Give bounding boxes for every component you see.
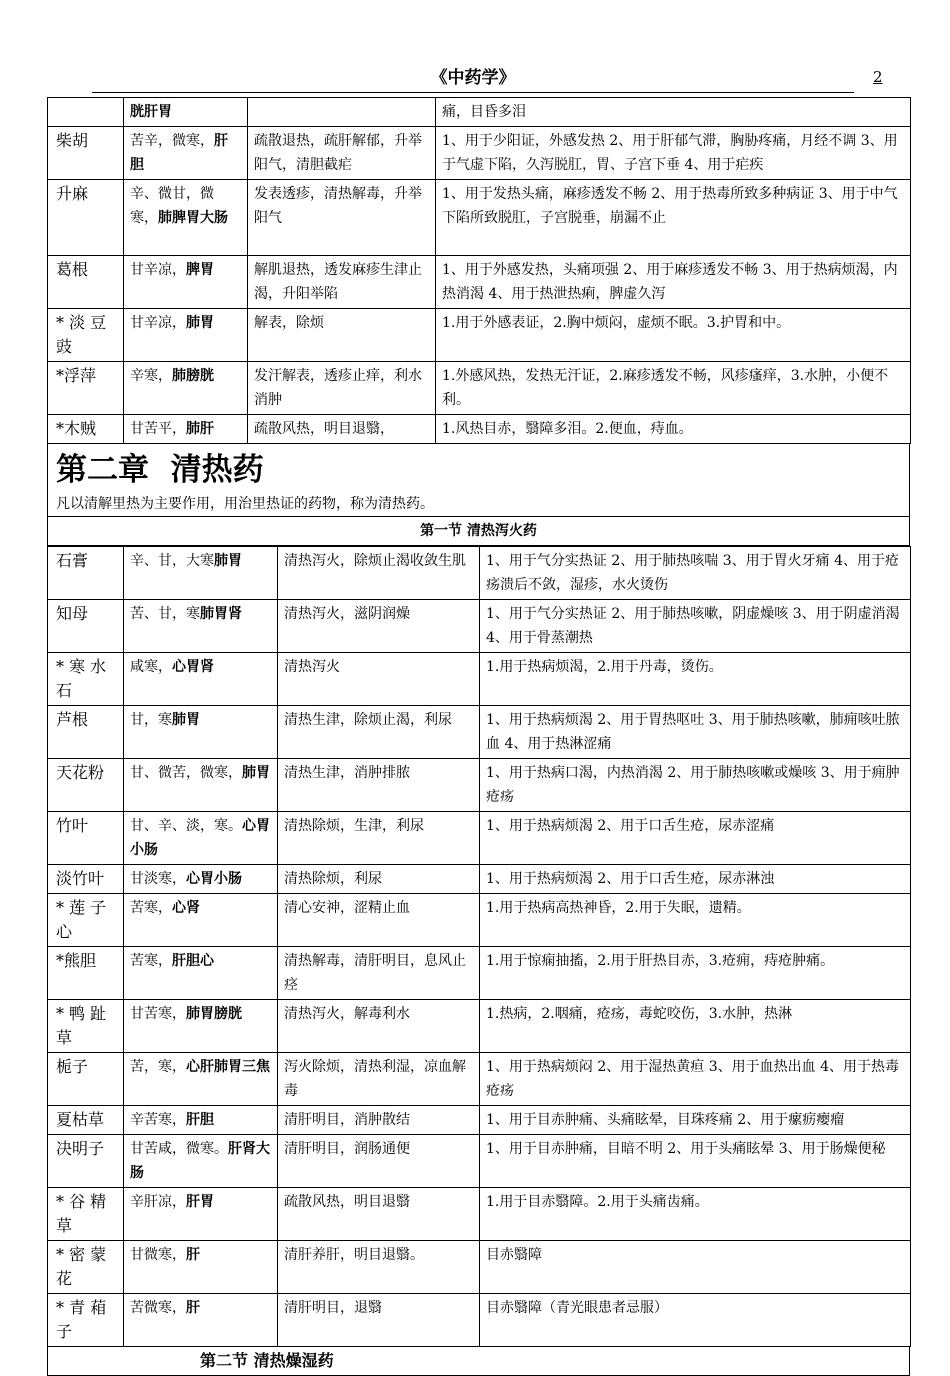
herb-effect: 清心安神，涩精止血	[278, 894, 480, 947]
herb-usage: 1、用于热病烦渴 2、用于胃热呕吐 3、用于肺热咳嗽，肺痈咳吐脓血 4、用于热淋涩痛	[480, 706, 911, 759]
herb-taste: 甘淡寒，	[130, 871, 186, 887]
herb-meridian: 肺胃膀胱	[186, 1006, 242, 1022]
herb-taste: 甘苦寒，	[130, 1006, 186, 1022]
herb-name	[48, 98, 124, 127]
herb-property	[124, 309, 248, 362]
herb-name: * 淡 豆 豉	[48, 309, 124, 362]
table-row	[48, 1053, 911, 1106]
herb-usage: 1、用于气分实热证 2、用于肺热咳嗽，阴虚燥咳 3、用于阴虚消渴 4、用于骨蒸潮热	[480, 600, 911, 653]
table-row	[48, 600, 911, 653]
herb-taste: 咸寒，	[130, 659, 172, 675]
herb-table-continued	[47, 97, 911, 444]
herb-effect: 清热泻火，滋阴润燥	[278, 600, 480, 653]
herb-meridian: 肝	[186, 1247, 200, 1263]
herb-usage: 目赤翳障（青光眼患者忌服）	[480, 1294, 911, 1347]
herb-usage: 1.热病，2.咽痛，疮疡，毒蛇咬伤，3.水肿，热淋	[480, 1000, 911, 1053]
herb-name: * 密 蒙 花	[48, 1241, 124, 1294]
herb-name: *浮萍	[48, 362, 124, 415]
herb-meridian: 肺胃	[242, 765, 270, 781]
table-row	[48, 812, 911, 865]
herb-usage: 1.外感风热，发热无汗证，2.麻疹透发不畅，风疹瘙痒，3.水肿，小便不利。	[436, 362, 911, 415]
herb-usage: 1、用于目赤肿痛、头痛眩晕，目珠疼痛 2、用于瘰疬瘿瘤	[480, 1106, 911, 1135]
herb-table-heat-clearing	[47, 546, 911, 1347]
herb-usage: 1、用于外感发热，头痛项强 2、用于麻疹透发不畅 3、用于热病烦渴，内热消渴 4、用于热泄热痢，脾虚久泻	[436, 256, 911, 309]
table-row	[48, 1106, 911, 1135]
herb-usage: 1.用于热病高热神昏，2.用于失眠，遗精。	[480, 894, 911, 947]
herb-name: *木贼	[48, 415, 124, 444]
herb-property	[124, 1188, 278, 1241]
page-number: 2	[873, 68, 883, 86]
herb-usage: 1、用于热病口渴，内热消渴 2、用于肺热咳嗽或燥咳 3、用于痈肿疮疡	[480, 759, 911, 812]
herb-usage: 1、用于目赤肿痛，目暗不明 2、用于头痛眩晕 3、用于肠燥便秘	[480, 1135, 911, 1188]
document-title: 《中药学》	[430, 68, 516, 88]
table-row	[48, 865, 911, 894]
herb-effect: 发表透疹，清热解毒，升举阳气	[248, 180, 436, 256]
herb-taste: 辛寒，	[130, 368, 172, 384]
herb-usage: 1、用于气分实热证 2、用于肺热咳喘 3、用于胃火牙痛 4、用于疮疡溃后不敛，湿疹，水火烫伤	[480, 547, 911, 600]
herb-property	[124, 600, 278, 653]
herb-property	[124, 1241, 278, 1294]
herb-meridian: 心肾	[172, 900, 200, 916]
herb-effect: 清热泻火	[278, 653, 480, 706]
herb-name: 栀子	[48, 1053, 124, 1106]
herb-meridian: 心肝肺胃三焦	[186, 1059, 270, 1075]
herb-name: 葛根	[48, 256, 124, 309]
herb-effect: 清肝明目，润肠通便	[278, 1135, 480, 1188]
herb-effect: 清肝明目，消肿散结	[278, 1106, 480, 1135]
table-row	[48, 1135, 911, 1188]
herb-name: 夏枯草	[48, 1106, 124, 1135]
herb-property	[124, 1135, 278, 1188]
herb-meridian: 胱肝胃	[130, 104, 172, 120]
herb-effect: 疏散退热，疏肝解郁，升举阳气，清胆截疟	[248, 127, 436, 180]
chapter-row	[48, 444, 910, 517]
herb-taste: 甘辛凉，	[130, 262, 186, 278]
herb-meridian: 心胃小肠	[186, 871, 242, 887]
herb-meridian: 肝胃	[186, 1194, 214, 1210]
herb-usage: 1、用于热病烦闷 2、用于湿热黄疸 3、用于血热出血 4、用于热毒疮疡	[480, 1053, 911, 1106]
herb-taste: 辛、微甘，微寒，	[130, 186, 214, 226]
herb-meridian: 脾胃	[186, 262, 214, 278]
herb-property	[124, 894, 278, 947]
table-row	[48, 1241, 911, 1294]
herb-usage: 1.风热目赤，翳障多泪。2.便血，痔血。	[436, 415, 911, 444]
herb-usage: 1.用于惊痫抽搐，2.用于肝热目赤，3.疮痈，痔疮肿痛。	[480, 947, 911, 1000]
table-row	[48, 98, 911, 127]
herb-effect: 泻火除烦，清热利湿，凉血解毒	[278, 1053, 480, 1106]
herb-usage: 1、用于热病烦渴 2、用于口舌生疮，尿赤淋浊	[480, 865, 911, 894]
herb-taste: 苦微寒，	[130, 1300, 186, 1316]
table-row	[48, 309, 911, 362]
herb-property	[124, 947, 278, 1000]
herb-property	[124, 1106, 278, 1135]
herb-name: 天花粉	[48, 759, 124, 812]
section-title: 第一节 清热泻火药	[48, 517, 910, 546]
herb-property	[124, 1294, 278, 1347]
herb-effect: 清热泻火，解毒利水	[278, 1000, 480, 1053]
herb-effect: 清热泻火，除烦止渴收敛生肌	[278, 547, 480, 600]
chapter-table	[47, 444, 910, 546]
herb-name: 竹叶	[48, 812, 124, 865]
herb-name: * 莲 子 心	[48, 894, 124, 947]
herb-effect: 疏散风热，明目退翳，	[248, 415, 436, 444]
table-row	[48, 362, 911, 415]
herb-property	[124, 256, 248, 309]
herb-effect: 清热生津，消肿排脓	[278, 759, 480, 812]
herb-effect: 清热除烦，生津，利尿	[278, 812, 480, 865]
herb-property	[124, 865, 278, 894]
herb-effect: 解肌退热，透发麻疹生津止渴，升阳举陷	[248, 256, 436, 309]
page-header	[92, 66, 854, 93]
table-row	[48, 706, 911, 759]
herb-name: 柴胡	[48, 127, 124, 180]
herb-meridian: 肝胆	[130, 133, 228, 173]
herb-taste: 甘、辛、淡，寒。	[130, 818, 242, 834]
herb-name: * 青 葙 子	[48, 1294, 124, 1347]
section-row	[48, 1347, 910, 1376]
herb-name: * 谷 精 草	[48, 1188, 124, 1241]
herb-effect: 清热除烦，利尿	[278, 865, 480, 894]
herb-taste: 甘苦咸，微寒。	[130, 1141, 228, 1157]
herb-meridian: 心胃小肠	[130, 818, 270, 858]
herb-taste: 苦、甘，寒	[130, 606, 200, 622]
herb-taste: 甘、微苦，微寒，	[130, 765, 242, 781]
herb-usage: 1.用于目赤翳障。2.用于头痛齿痛。	[480, 1188, 911, 1241]
herb-taste: 苦，寒，	[130, 1059, 186, 1075]
herb-name: 知母	[48, 600, 124, 653]
herb-name: * 鸭 趾 草	[48, 1000, 124, 1053]
herb-property	[124, 98, 248, 127]
herb-effect: 清肝明目，退翳	[278, 1294, 480, 1347]
herb-property	[124, 653, 278, 706]
herb-property	[124, 812, 278, 865]
table-row	[48, 1294, 911, 1347]
herb-meridian: 肝胆心	[172, 953, 214, 969]
herb-property	[124, 706, 278, 759]
herb-taste: 辛肝凉，	[130, 1194, 186, 1210]
herb-meridian: 肺胃	[172, 712, 200, 728]
herb-usage: 1、用于发热头痛，麻疹透发不畅 2、用于热毒所致多种病证 3、用于中气下陷所致脱肛，子宫脱垂，崩漏不止	[436, 180, 911, 256]
herb-property	[124, 127, 248, 180]
herb-effect	[248, 98, 436, 127]
herb-name: *熊胆	[48, 947, 124, 1000]
herb-taste: 苦辛，微寒，	[130, 133, 214, 149]
table-row	[48, 894, 911, 947]
herb-table-sheet	[47, 97, 910, 1376]
herb-name: 升麻	[48, 180, 124, 256]
herb-name: 淡竹叶	[48, 865, 124, 894]
herb-property	[124, 362, 248, 415]
herb-effect: 清热解毒，清肝明目，息风止痉	[278, 947, 480, 1000]
herb-meridian: 肺胃	[186, 315, 214, 331]
herb-taste: 辛苦寒，	[130, 1112, 186, 1128]
herb-taste: 辛、甘，大寒	[130, 553, 214, 569]
chapter-cell	[48, 444, 910, 517]
herb-meridian: 肝胆	[186, 1112, 214, 1128]
table-row	[48, 180, 911, 256]
herb-taste: 甘，寒	[130, 712, 172, 728]
herb-meridian: 肝肾大肠	[130, 1141, 270, 1181]
table-row	[48, 1000, 911, 1053]
herb-property	[124, 1000, 278, 1053]
table-row	[48, 947, 911, 1000]
herb-taste: 甘辛凉，	[130, 315, 186, 331]
herb-usage: 痛，目昏多泪	[436, 98, 911, 127]
herb-effect: 清肝养肝，明目退翳。	[278, 1241, 480, 1294]
herb-meridian: 肺肝	[186, 421, 214, 437]
herb-usage: 1、用于少阳证，外感发热 2、用于肝郁气滞，胸胁疼痛，月经不调 3、用于气虚下陷，久泻脱肛，胃、子宫下垂 4、用于疟疾	[436, 127, 911, 180]
herb-effect: 疏散风热，明目退翳	[278, 1188, 480, 1241]
herb-name: 决明子	[48, 1135, 124, 1188]
herb-effect: 清热生津，除烦止渴，利尿	[278, 706, 480, 759]
table-row	[48, 1188, 911, 1241]
table-row	[48, 547, 911, 600]
herb-name: * 寒 水 石	[48, 653, 124, 706]
herb-taste: 甘微寒，	[130, 1247, 186, 1263]
herb-name: 石膏	[48, 547, 124, 600]
table-row	[48, 256, 911, 309]
table-row	[48, 759, 911, 812]
herb-meridian: 肝	[186, 1300, 200, 1316]
herb-property	[124, 415, 248, 444]
table-row	[48, 127, 911, 180]
herb-meridian: 肺胃肾	[200, 606, 242, 622]
herb-meridian: 肺膀胱	[172, 368, 214, 384]
table-row	[48, 653, 911, 706]
section2-table	[47, 1347, 910, 1376]
herb-usage: 1.用于热病烦渴，2.用于丹毒，烫伤。	[480, 653, 911, 706]
herb-meridian: 心胃肾	[172, 659, 214, 675]
herb-property	[124, 180, 248, 256]
herb-name: 芦根	[48, 706, 124, 759]
section-title: 第二节 清热燥湿药	[48, 1347, 910, 1376]
herb-property	[124, 1053, 278, 1106]
herb-usage: 目赤翳障	[480, 1241, 911, 1294]
herb-effect: 发汗解表，透疹止痒，利水消肿	[248, 362, 436, 415]
herb-effect: 解表，除烦	[248, 309, 436, 362]
table-row	[48, 415, 911, 444]
herb-meridian: 肺胃	[214, 553, 242, 569]
herb-usage: 1、用于热病烦渴 2、用于口舌生疮，尿赤涩痛	[480, 812, 911, 865]
herb-taste: 苦寒，	[130, 900, 172, 916]
section-row	[48, 517, 910, 546]
herb-meridian: 肺脾胃大肠	[158, 210, 228, 226]
herb-taste: 甘苦平，	[130, 421, 186, 437]
chapter-title: 第二章 清热药	[56, 452, 264, 488]
chapter-description: 凡以清解里热为主要作用，用治里热证的药物，称为清热药。	[56, 496, 434, 512]
herb-usage: 1.用于外感表证，2.胸中烦闷，虚烦不眠。3.护胃和中。	[436, 309, 911, 362]
herb-taste: 苦寒，	[130, 953, 172, 969]
herb-property	[124, 547, 278, 600]
herb-property	[124, 759, 278, 812]
